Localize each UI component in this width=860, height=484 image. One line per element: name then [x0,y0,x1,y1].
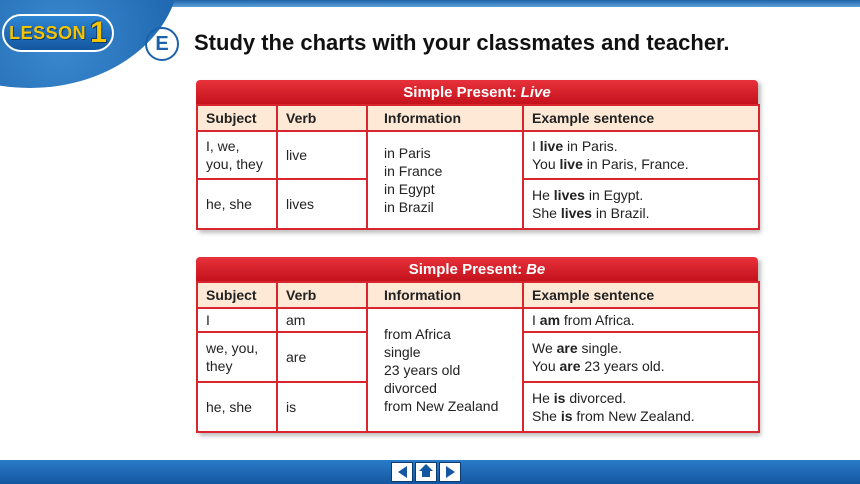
subject-line: you, they [206,156,263,172]
column-header-information: Information [367,282,523,308]
column-header-example: Example sentence [523,282,759,308]
next-button[interactable] [439,462,461,482]
verb-cell: are [277,332,367,382]
table-row [197,131,759,179]
subject-line: I [206,312,210,328]
example-sentence: He lives in Egypt. [532,187,644,203]
home-icon [420,466,432,478]
column-header-subject: Subject [197,282,277,308]
column-header-verb: Verb [277,282,367,308]
lesson-badge [2,14,114,52]
grammar-table [196,281,760,433]
table-title-prefix: Simple Present: [408,260,523,278]
column-header-information: Information [367,105,523,131]
information-cell [367,131,523,229]
subject-cell [197,382,277,432]
example-sentence: We are single. [532,340,623,356]
navigation-controls [391,462,461,482]
verb-cell: live [277,131,367,179]
example-sentence: She is from New Zealand. [532,408,695,424]
instruction-heading: Study the charts with your classmates and teacher. [194,30,730,55]
grammar-table [196,104,760,230]
table-header-row [197,282,759,308]
previous-button[interactable] [391,462,413,482]
verb-cell: lives [277,179,367,229]
subject-line: he, she [206,196,252,212]
example-sentence: I live in Paris. [532,138,618,154]
table-simple-present-be [196,257,758,433]
example-sentence: She lives in Brazil. [532,205,650,221]
information-cell [367,308,523,432]
example-cell [523,131,759,179]
verb-cell: is [277,382,367,432]
subject-line: I, we, [206,138,240,154]
example-sentence: You live in Paris, France. [532,156,689,172]
subject-cell [197,332,277,382]
right-arrow-icon [446,466,455,478]
information-line: 23 years old [384,362,461,378]
example-cell [523,179,759,229]
table-row [197,308,759,332]
example-cell [523,308,759,332]
column-header-verb: Verb [277,105,367,131]
table-title [196,257,758,281]
example-sentence: He is divorced. [532,390,627,406]
information-line: from Africa [384,326,451,342]
left-arrow-icon [398,466,407,478]
subject-cell [197,179,277,229]
information-line: in Egypt [384,181,435,197]
verb-cell: am [277,308,367,332]
table-title [196,80,758,104]
column-header-example: Example sentence [523,105,759,131]
section-letter-badge: E [145,27,179,61]
lesson-word: LESSON [9,22,87,43]
information-line: in Paris [384,145,431,161]
column-header-subject: Subject [197,105,277,131]
information-line: in Brazil [384,199,434,215]
information-line: from New Zealand [384,398,499,414]
table-title-word: Be [526,260,546,278]
table-title-prefix: Simple Present: [403,83,517,101]
subject-line: we, you, [206,340,259,356]
information-line: single [384,344,421,360]
subject-cell [197,308,277,332]
table-title-word: Live [520,83,551,101]
lesson-number: 1 [90,16,107,49]
example-sentence: You are 23 years old. [532,358,665,374]
subject-line: they [206,358,233,374]
example-sentence: I am from Africa. [532,312,635,328]
information-line: divorced [384,380,437,396]
home-button[interactable] [415,462,437,482]
example-cell [523,332,759,382]
subject-line: he, she [206,399,252,415]
table-header-row [197,105,759,131]
information-line: in France [384,163,443,179]
subject-cell [197,131,277,179]
table-simple-present-live [196,80,758,230]
example-cell [523,382,759,432]
